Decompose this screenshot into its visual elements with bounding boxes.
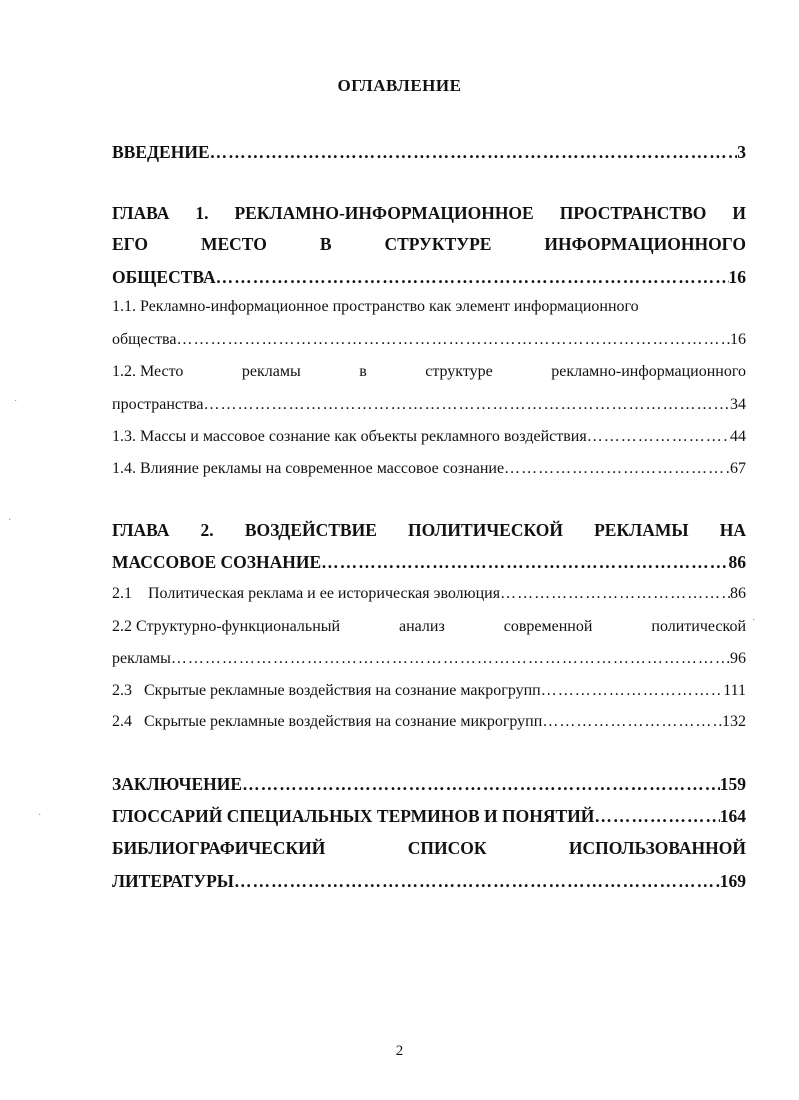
toc-page-number: 164: [719, 806, 746, 826]
scan-speck: ·: [752, 615, 756, 626]
toc-entry-text: ОБЩЕСТВА: [112, 267, 216, 287]
toc-page-number: 111: [723, 682, 746, 699]
toc-page-number: 16: [728, 267, 746, 287]
toc-page-number: 86: [730, 585, 746, 602]
scan-speck: ·: [14, 396, 18, 407]
toc-section-1-1-line2[interactable]: [112, 327, 746, 353]
word: МЕСТО: [200, 234, 267, 254]
leader-dots: [171, 646, 730, 672]
toc-section-2-2-line2[interactable]: [112, 646, 746, 672]
word: РЕКЛАМЫ: [594, 520, 689, 540]
leader-dots: [203, 392, 730, 418]
word: БИБЛИОГРАФИЧЕСКИЙ: [112, 838, 326, 858]
toc-chapter1-line3[interactable]: [112, 264, 746, 290]
leader-dots: [234, 868, 720, 894]
word: ВОЗДЕЙСТВИЕ: [244, 520, 377, 540]
leader-dots: [541, 678, 723, 704]
toc-page-number: 96: [730, 650, 746, 667]
word: РЕКЛАМНО-ИНФОРМАЦИОННОЕ: [234, 203, 534, 223]
word: ГЛАВА: [112, 203, 170, 223]
toc-chapter2-line2[interactable]: [112, 549, 746, 575]
word: ИНФОРМАЦИОННОГО: [544, 234, 746, 254]
toc-entry-text: 1.4. Влияние рекламы на современное массовое сознание: [112, 460, 505, 477]
leader-dots: [504, 456, 730, 482]
toc-page-number: 86: [728, 552, 746, 572]
toc-section-1-2-line1[interactable]: [112, 359, 746, 385]
toc-section-2-3[interactable]: [112, 678, 746, 704]
toc-entry-text: общества: [112, 331, 177, 348]
word: в: [359, 363, 367, 380]
word: 1.: [195, 203, 209, 223]
word: СПИСОК: [407, 838, 487, 858]
toc-entry-text: 1.1. Рекламно-информационное пространство как элемент информационного: [112, 298, 639, 315]
toc-page-number: 159: [719, 774, 746, 794]
word: рекламы: [241, 363, 301, 380]
toc-entry-text: 2.3 Скрытые рекламные воздействия на сознание макрогрупп: [112, 682, 541, 699]
toc-chapter1-line2[interactable]: [112, 231, 746, 257]
toc-entry-text: ЗАКЛЮЧЕНИЕ: [112, 774, 243, 794]
toc-entry-text: 2.1 Политическая реклама и ее историческая эволюция: [112, 585, 501, 602]
toc-page-number: 3: [737, 142, 746, 162]
toc-page-number: 34: [730, 396, 746, 413]
toc-entry-text: ГЛОССАРИЙ СПЕЦИАЛЬНЫХ ТЕРМИНОВ И ПОНЯТИЙ: [112, 806, 595, 826]
toc-page-number: 169: [719, 871, 746, 891]
scan-speck: ·: [8, 515, 12, 526]
toc-entry-introduction[interactable]: [112, 139, 746, 165]
toc-chapter2-line1[interactable]: [112, 517, 746, 543]
word: В: [319, 234, 332, 254]
toc-entry-text: пространства: [112, 396, 204, 413]
leader-dots: [242, 771, 720, 797]
leader-dots: [321, 549, 728, 575]
word: ГЛАВА: [112, 520, 170, 540]
toc-page-number: 16: [730, 331, 746, 348]
leader-dots: [587, 424, 730, 450]
word: политической: [651, 618, 746, 635]
word: НА: [719, 520, 746, 540]
toc-bibliography-line1[interactable]: [112, 835, 746, 861]
scan-speck: ·: [38, 810, 42, 821]
leader-dots: [542, 709, 722, 735]
toc-chapter1-line1[interactable]: [112, 200, 746, 226]
leader-dots: [500, 581, 730, 607]
toc-section-1-2-line2[interactable]: [112, 392, 746, 418]
word: ЕГО: [112, 234, 148, 254]
toc-page-number: 67: [730, 460, 746, 477]
leader-dots: [594, 803, 719, 829]
leader-dots: [177, 327, 731, 353]
leader-dots: [210, 139, 738, 165]
toc-entry-text: ЛИТЕРАТУРЫ: [112, 871, 234, 891]
word: И: [732, 203, 746, 223]
word: 1.2. Место: [112, 363, 184, 380]
toc-bibliography-line2[interactable]: [112, 868, 746, 894]
toc-entry-text: МАССОВОЕ СОЗНАНИЕ: [112, 552, 322, 572]
word: ПОЛИТИЧЕСКОЙ: [408, 520, 563, 540]
toc-section-1-1-line1[interactable]: [112, 294, 746, 320]
word: ПРОСТРАНСТВО: [559, 203, 707, 223]
toc-section-2-2-line1[interactable]: [112, 614, 746, 640]
word: 2.: [200, 520, 214, 540]
toc-entry-text: 2.4 Скрытые рекламные воздействия на сознание микрогрупп: [112, 713, 543, 730]
toc-page-number: 132: [722, 713, 746, 730]
page-number: 2: [395, 1043, 404, 1059]
leader-dots: [216, 264, 729, 290]
word: структуре: [425, 363, 493, 380]
toc-title: ОГЛАВЛЕНИЕ: [337, 76, 462, 95]
toc-section-2-4[interactable]: [112, 709, 746, 735]
toc-entry-text: 1.3. Массы и массовое сознание как объекты рекламного воздействия: [112, 428, 587, 445]
toc-section-2-1[interactable]: [112, 581, 746, 607]
word: 2.2 Структурно-функциональный: [112, 618, 341, 635]
toc-section-1-3[interactable]: [112, 424, 746, 450]
toc-page-number: 44: [730, 428, 746, 445]
word: ИСПОЛЬЗОВАННОЙ: [568, 838, 746, 858]
word: анализ: [399, 618, 445, 635]
toc-entry-text: рекламы: [112, 650, 171, 667]
toc-entry-text: ВВЕДЕНИЕ: [112, 142, 210, 162]
toc-entry-conclusion[interactable]: [112, 771, 746, 797]
word: современной: [503, 618, 593, 635]
word: СТРУКТУРЕ: [384, 234, 492, 254]
toc-entry-glossary[interactable]: [112, 803, 746, 829]
word: рекламно-информационного: [551, 363, 746, 380]
toc-section-1-4[interactable]: [112, 456, 746, 482]
